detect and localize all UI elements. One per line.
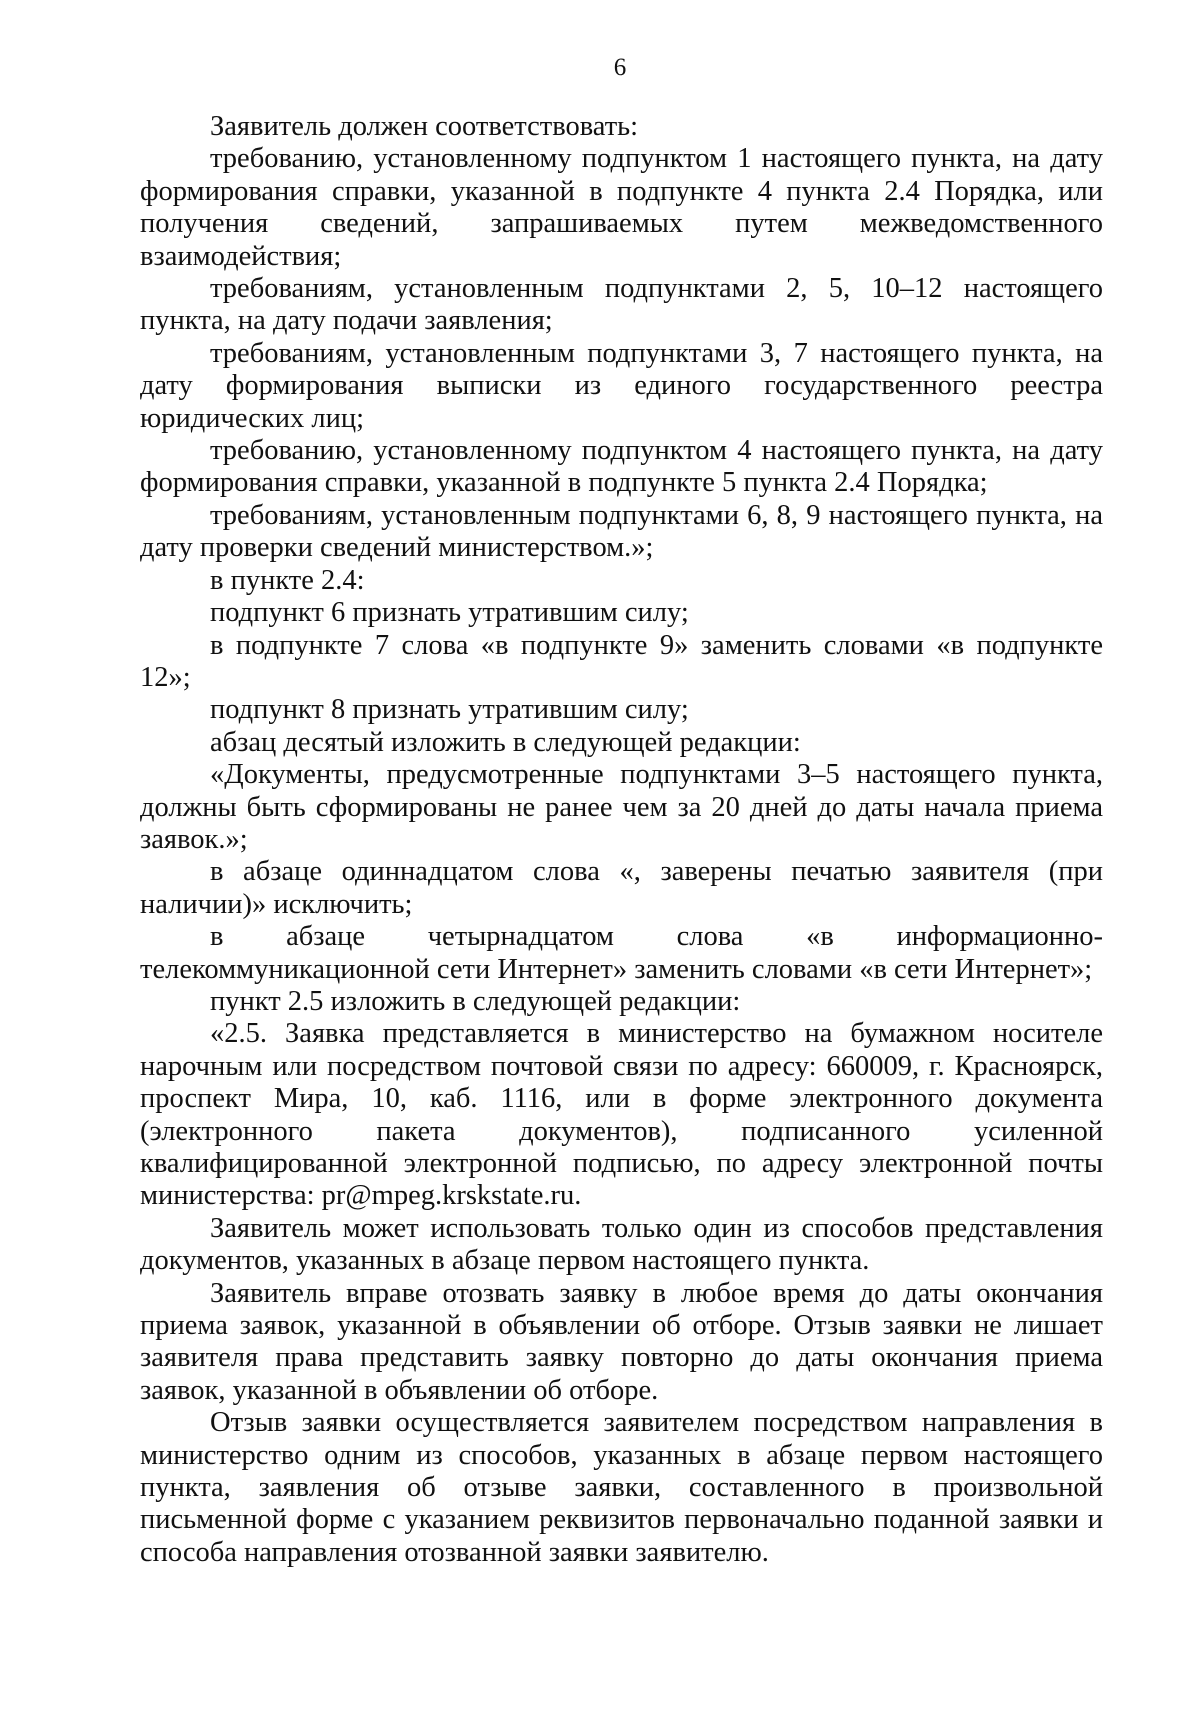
paragraph: Заявитель может использовать только один из способов представления документов, указанных в абзаце первом настоящего пункта. xyxy=(140,1212,1103,1277)
paragraph: абзац десятый изложить в следующей редакции: xyxy=(210,726,801,758)
paragraph: Отзыв заявки осуществляется заявителем посредством направления в министерство одним из способов, указанных в абзаце первом настоящего пункта, заявления об отзыве заявки, составленного в произвольной письменной форме с указанием реквизитов первоначально поданной заявки и способа направления отозванной заявки заявителю. xyxy=(140,1407,1103,1568)
paragraph: в абзаце четырнадцатом слова «в информационно-телекоммуникационной сети Интернет» заменить словами «в сети Интернет»; xyxy=(140,921,1103,985)
paragraph: подпункт 6 признать утратившим силу; xyxy=(210,597,689,629)
paragraph: в пункте 2.4: xyxy=(210,564,365,596)
paragraph: в подпункте 7 слова «в подпункте 9» заменить словами «в подпункте 12»; xyxy=(140,629,1103,693)
paragraph: Заявитель вправе отозвать заявку в любое время до даты окончания приема заявок, указанной в объявлении об отборе. Отзыв заявки не лишает заявителя права представить заявку повторно до даты окончания приема заявок, указанной в объявлении об отборе. xyxy=(140,1277,1103,1406)
paragraph: «Документы, предусмотренные подпунктами 3–5 настоящего пункта, должны быть сформированы не ранее чем за 20 дней до даты начала приема заявок.»; xyxy=(140,759,1103,855)
paragraph: пункт 2.5 изложить в следующей редакции: xyxy=(210,985,741,1017)
paragraph: требованию, установленному подпунктом 4 настоящего пункта, на дату формирования справки, указанной в подпункте 5 пункта 2.4 Порядка; xyxy=(140,435,1103,499)
paragraph: Заявитель должен соответствовать: xyxy=(210,111,639,142)
paragraph: требованию, установленному подпунктом 1 настоящего пункта, на дату формирования справки, указанной в подпункте 4 пункта 2.4 Порядка, или получения сведений, запрашиваемых путем межведомственного взаимодействия; xyxy=(140,143,1103,272)
paragraph: в абзаце одиннадцатом слова «, заверены печатью заявителя (при наличии)» исключить; xyxy=(140,856,1103,920)
paragraph: «2.5. Заявка представляется в министерство на бумажном носителе нарочным или посредством почтовой связи по адресу: 660009, г. Красноярск, проспект Мира, 10, каб. 1116, или в форме электронного документа (электронного пакета документов), подписанного усиленной квалифицированной электронной подписью, по адресу электронной почты министерства: pr@mpeg.krskstate.ru. xyxy=(140,1018,1103,1212)
page-number: 6 xyxy=(613,54,627,81)
paragraph: подпункт 8 признать утратившим силу; xyxy=(210,694,689,726)
paragraph: требованиям, установленным подпунктами 6, 8, 9 настоящего пункта, на дату проверки сведений министерством.»; xyxy=(140,499,1103,564)
paragraph: требованиям, установленным подпунктами 2, 5, 10–12 настоящего пункта, на дату подачи заявления; xyxy=(140,273,1103,337)
document-body xyxy=(140,111,1103,1569)
paragraph: требованиям, установленным подпунктами 3, 7 настоящего пункта, на дату формирования выписки из единого государственного реестра юридических лиц; xyxy=(140,337,1103,434)
